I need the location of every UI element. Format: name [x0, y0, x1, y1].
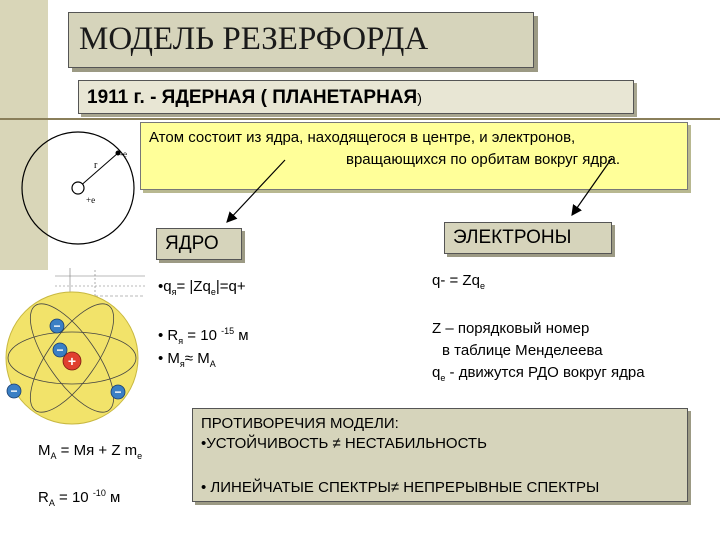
radius-label: r	[94, 160, 98, 171]
nucleus-charge: $•q_я= |Zq_e|=q+$	[158, 278, 246, 297]
svg-text:−: −	[114, 385, 122, 399]
nucleus-dot	[72, 182, 84, 194]
contradiction-item-1: •УСТОЙЧИВОСТЬ ≠ НЕСТАБИЛЬНОСТЬ	[201, 435, 487, 452]
subtitle-paren: )	[417, 90, 422, 106]
electron-charge-label: -e	[120, 149, 127, 159]
svg-text:−: −	[10, 384, 18, 398]
atom-nucleus-sign: +	[67, 353, 77, 369]
z-line-1: Z – порядковый номер	[432, 320, 590, 337]
atom-radius: $R_A = 10$ $^{-10}$ м	[38, 488, 121, 508]
svg-text:−: −	[56, 343, 64, 357]
subtitle-main: 1911 г. - ЯДЕРНАЯ ( ПЛАНЕТАРНАЯ	[87, 87, 418, 108]
nucleus-label-box: ЯДРО	[156, 228, 242, 260]
electrons-label-box: ЭЛЕКТРОНЫ	[444, 222, 612, 254]
arrow-to-nucleus	[227, 160, 285, 222]
radius-line	[78, 153, 118, 188]
atom-mass: $M_A$ = Mя + Z $m_e$	[38, 442, 143, 461]
nucleus-mass: • $M_я\approx M_A$	[158, 350, 216, 369]
nucleus-radius: • $R_я = 10$ $^{-15}$ м	[158, 326, 249, 346]
electrons-motion: $q_e$ - движутся РДО вокруг ядра	[432, 364, 645, 383]
contradictions-box	[192, 408, 688, 502]
contradiction-item-2: • ЛИНЕЙЧАТЫЕ СПЕКТРЫ≠ НЕПРЕРЫВНЫЕ СПЕКТРЫ	[201, 479, 600, 496]
contradictions-heading: ПРОТИВОРЕЧИЯ МОДЕЛИ:	[201, 415, 399, 432]
z-line-2: в таблице Менделеева	[442, 342, 603, 359]
electrons-charge: $q- = Zq_e$	[432, 272, 485, 291]
nucleus-charge-label: +e	[86, 195, 96, 205]
definition-line-1: Атом состоит из ядра, находящегося в центре, и электронов,	[149, 129, 576, 146]
orbit-diagram	[22, 132, 134, 244]
page-title: МОДЕЛЬ РЕЗЕРФОРДА	[79, 21, 429, 57]
definition-line-2: вращающихся по орбитам вокруг ядра.	[346, 151, 620, 168]
svg-text:−: −	[53, 319, 61, 333]
arrow-to-electrons	[572, 158, 612, 215]
atom-model	[6, 292, 138, 424]
